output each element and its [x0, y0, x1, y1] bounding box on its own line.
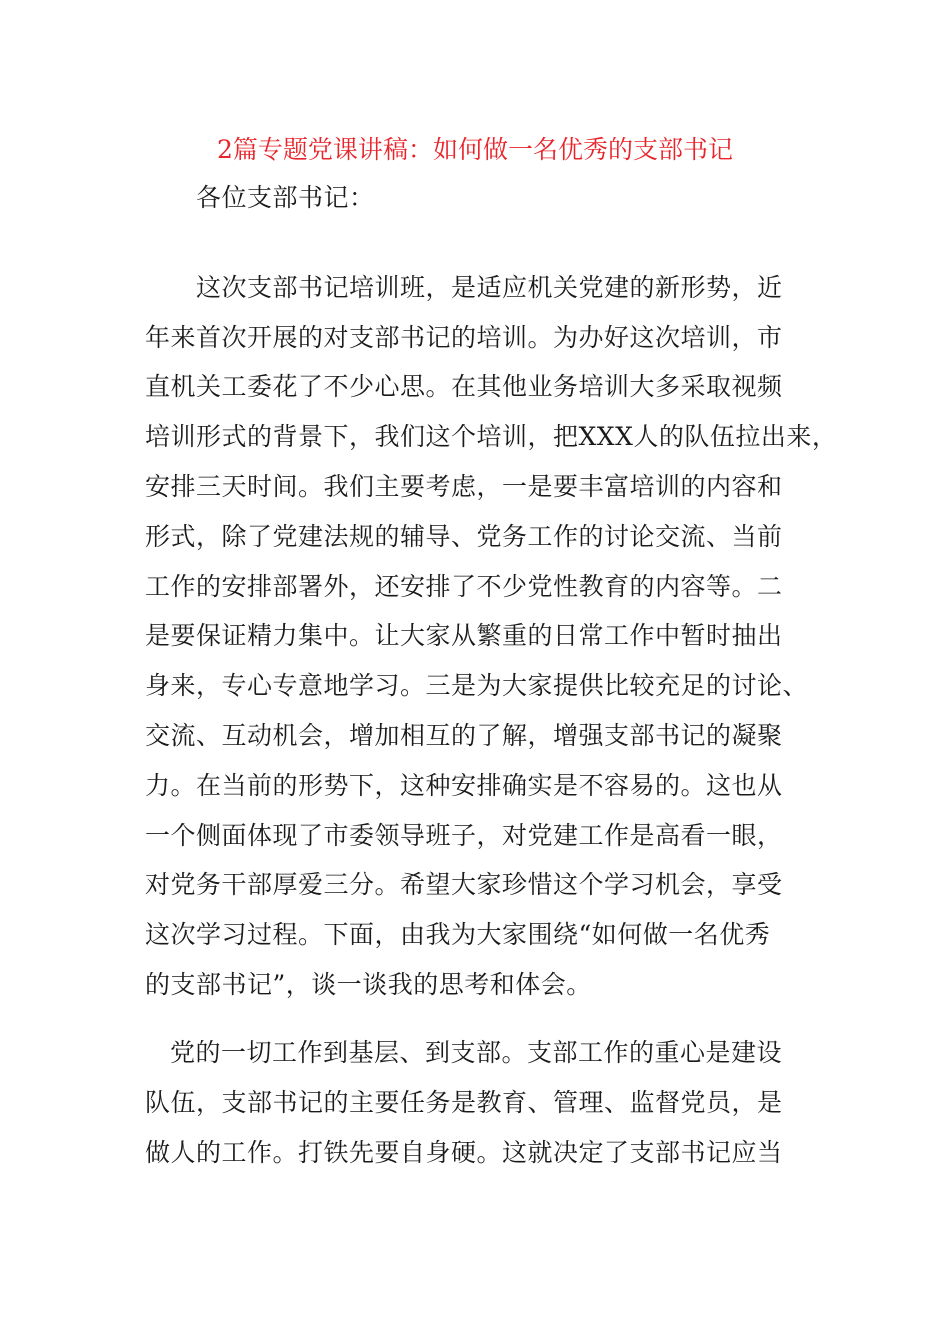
paragraph-line: 安排三天时间。我们主要考虑，一是要丰富培训的内容和: [145, 472, 783, 501]
paragraph-line: 培训形式的背景下，我们这个培训，把XXX人的队伍拉出来，: [145, 422, 838, 451]
paragraph-line: 年来首次开展的对支部书记的培训。为办好这次培训，市: [145, 323, 783, 352]
paragraph-line: 队伍，支部书记的主要任务是教育、管理、监督党员，是: [145, 1088, 783, 1117]
paragraph-line: 直机关工委花了不少心思。在其他业务培训大多采取视频: [145, 372, 783, 401]
paragraph-line: 工作的安排部署外，还安排了不少党性教育的内容等。二: [145, 572, 783, 601]
paragraph-line: 力。在当前的形势下，这种安排确实是不容易的。这也从: [145, 771, 783, 800]
paragraph-line: 这次学习过程。下面，由我为大家围绕“如何做一名优秀: [145, 920, 771, 949]
paragraph-line: 这次支部书记培训班，是适应机关党建的新形势，近: [196, 273, 783, 302]
document-title: 2篇专题党课讲稿：如何做一名优秀的支部书记: [217, 135, 733, 164]
salutation: 各位支部书记：: [196, 183, 375, 212]
paragraph-line: 身来，专心专意地学习。三是为大家提供比较充足的讨论、: [145, 671, 809, 700]
paragraph-line: 是要保证精力集中。让大家从繁重的日常工作中暂时抽出: [145, 621, 783, 650]
paragraph-line: 对党务干部厚爱三分。希望大家珍惜这个学习机会，享受: [145, 870, 783, 899]
paragraph-line: 的支部书记”，谈一谈我的思考和体会。: [145, 970, 592, 999]
paragraph-line: 形式，除了党建法规的辅导、党务工作的讨论交流、当前: [145, 522, 783, 551]
paragraph-line: 交流、互动机会，增加相互的了解，增强支部书记的凝聚: [145, 721, 783, 750]
paragraph-line: 做人的工作。打铁先要自身硬。这就决定了支部书记应当: [145, 1138, 783, 1167]
paragraph-line: 党的一切工作到基层、到支部。支部工作的重心是建设: [170, 1038, 783, 1067]
paragraph-line: 一个侧面体现了市委领导班子，对党建工作是高看一眼，: [145, 821, 783, 850]
